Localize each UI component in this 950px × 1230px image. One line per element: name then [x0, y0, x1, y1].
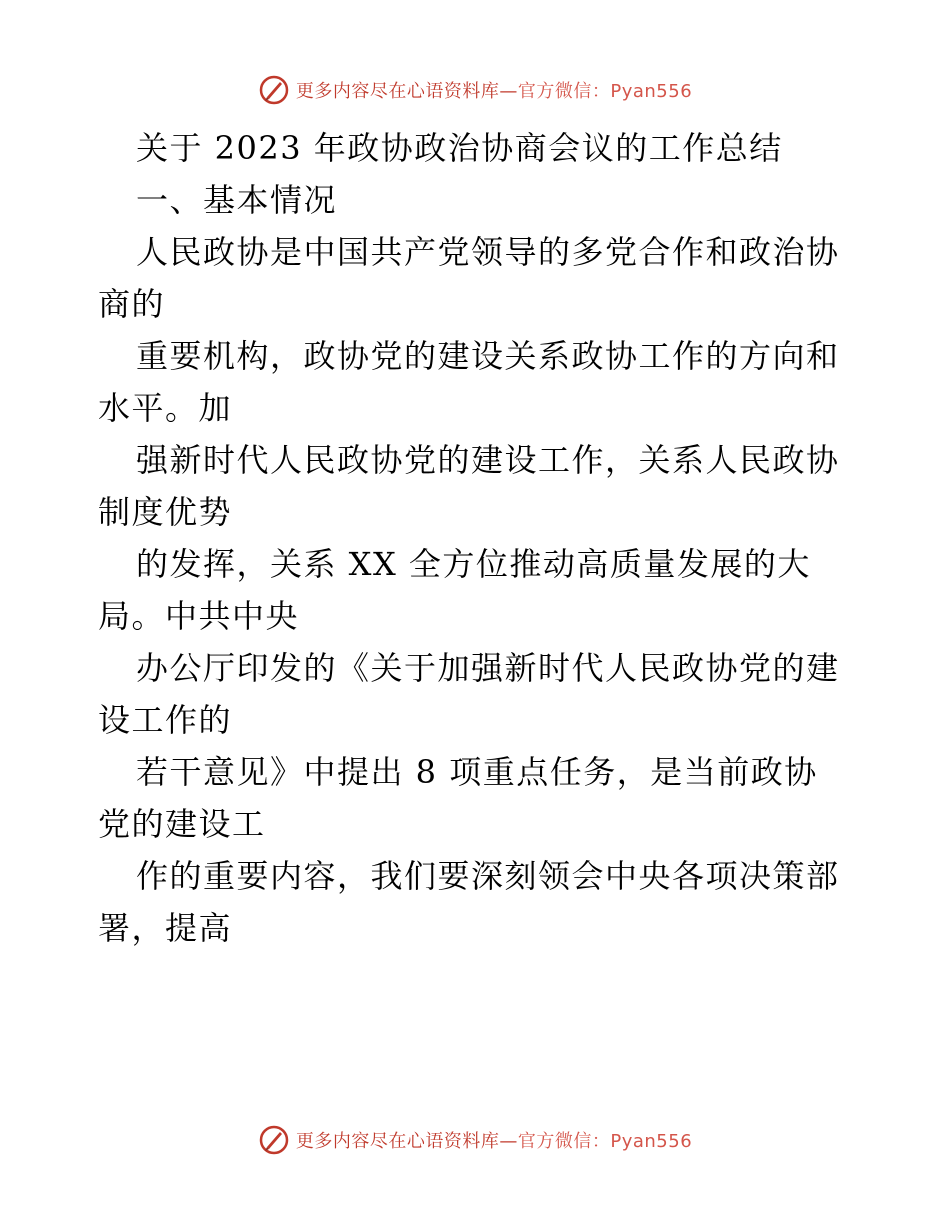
paragraph-line: 办公厅印发的《关于加强新时代人民政协党的建: [136, 649, 840, 687]
banner-main-text: 更多内容尽在心语资料库: [295, 81, 500, 102]
banner-separator: —: [499, 81, 518, 102]
feather-pen-icon: [258, 74, 290, 106]
paragraph-line: 商的: [98, 285, 166, 323]
paragraph-line: 水平。加: [98, 389, 233, 427]
paragraph-line: 人民政协是中国共产党领导的多党合作和政治协: [136, 233, 840, 271]
paragraph-line: 作的重要内容，我们要深刻领会中央各项决策部: [136, 857, 840, 895]
section-heading: 一、基本情况: [136, 181, 338, 219]
paragraph-line: 局。中共中央: [98, 597, 300, 635]
paragraph-line: 若干意见》中提出 8 项重点任务，是当前政协: [136, 753, 818, 791]
document-body: [98, 122, 858, 954]
banner-main-text: 更多内容尽在心语资料库: [295, 1131, 500, 1152]
header-banner: [0, 70, 950, 110]
paragraph-line: 设工作的: [98, 701, 233, 739]
paragraph-line: 党的建设工: [98, 805, 266, 843]
banner-text: [296, 77, 692, 103]
banner-separator: —: [499, 1131, 518, 1152]
banner-wechat-id: Pyan556: [610, 81, 693, 102]
paragraph-line: 署，提高: [98, 909, 233, 947]
banner-wechat-label: 官方微信：: [517, 1131, 611, 1152]
feather-pen-icon: [258, 1124, 290, 1156]
paragraph-line: 的发挥，关系 XX 全方位推动高质量发展的大: [136, 545, 811, 583]
paragraph-line: 制度优势: [98, 493, 233, 531]
paragraph-line: 重要机构，政协党的建设关系政协工作的方向和: [136, 337, 840, 375]
banner-wechat-label: 官方微信：: [517, 81, 611, 102]
banner-text: [296, 1127, 692, 1153]
banner-wechat-id: Pyan556: [610, 1131, 693, 1152]
paragraph-line: 强新时代人民政协党的建设工作，关系人民政协: [136, 441, 840, 479]
footer-banner: [0, 1120, 950, 1160]
document-title: 关于 2023 年政协政治协商会议的工作总结: [136, 129, 783, 167]
